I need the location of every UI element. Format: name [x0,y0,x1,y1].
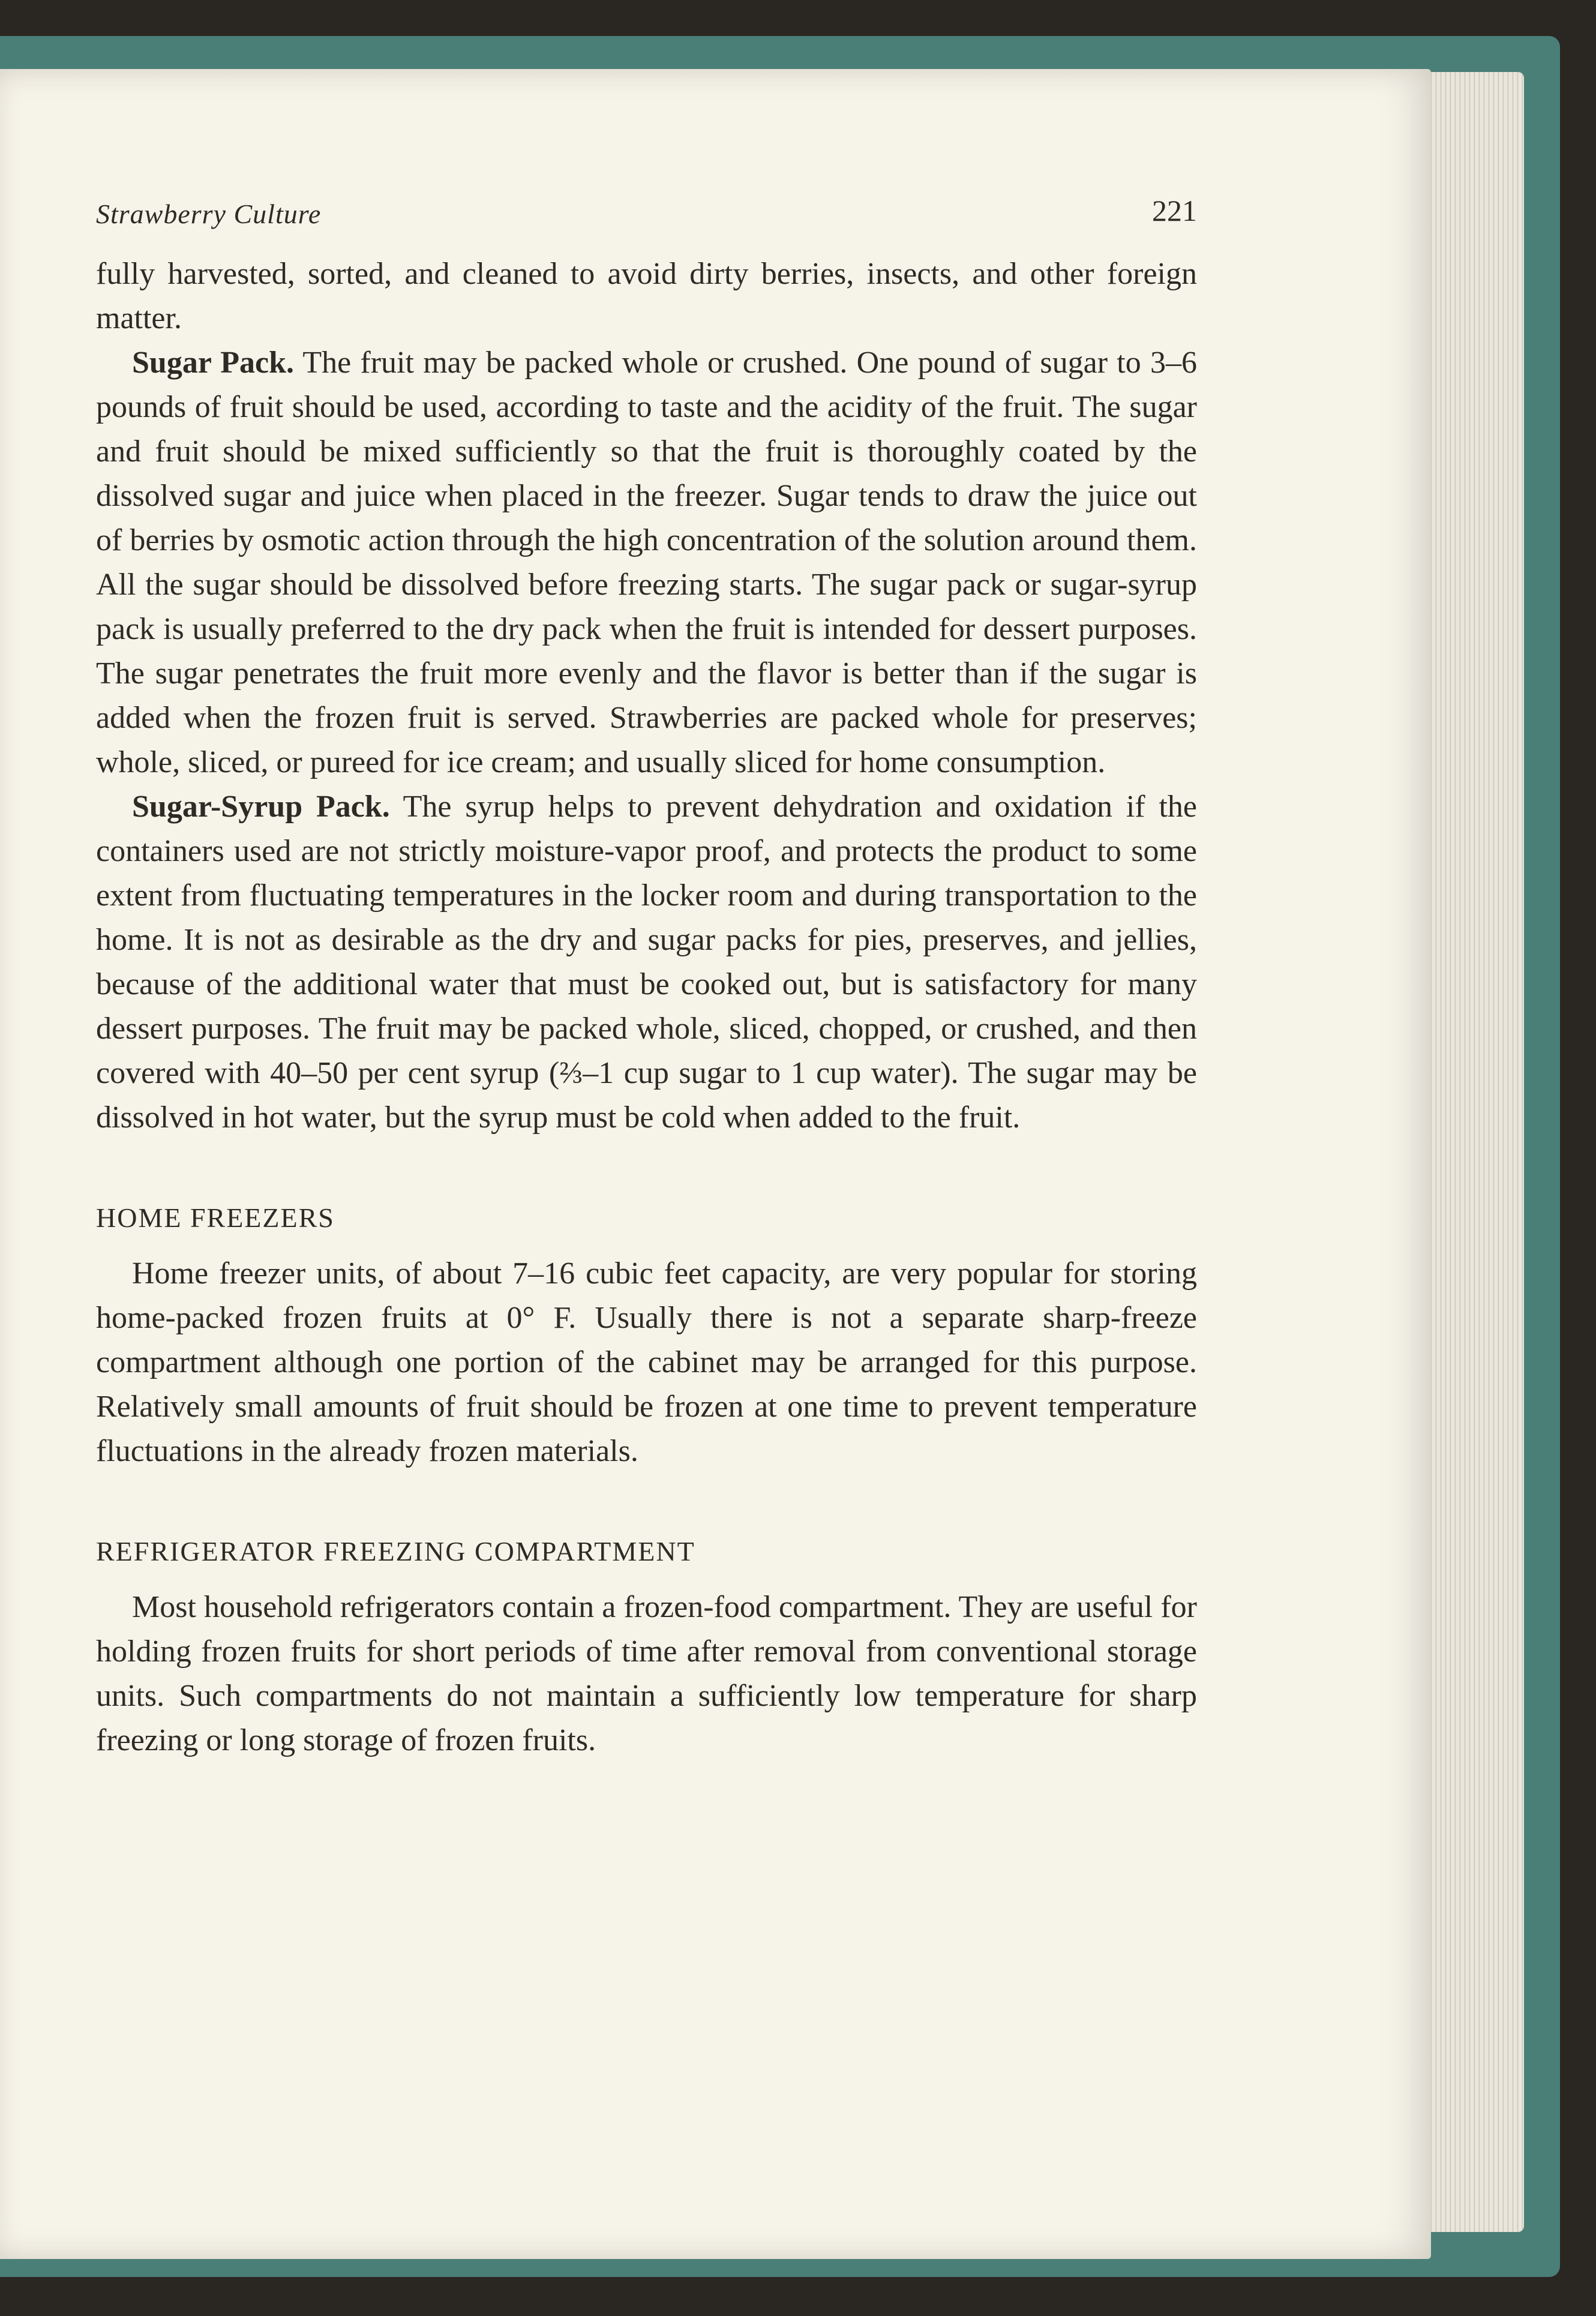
sugar-syrup-pack-text: The syrup helps to prevent dehydration and oxidation if the containers used are not strictly moisture-vapor proof, and protects the product to some extent from fluctuating temperatures in the locker room and during transportation to the home. It is not as desirable as the dry and sugar packs for pies, preserves, and jellies, because of the additional water that must be cooked out, but is satisfactory for many dessert purposes. The fruit may be packed whole, sliced, chopped, or crushed, and then covered with 40–50 per cent syrup (⅔–1 cup sugar to 1 cup water). The sugar may be dissolved in hot water, but the syrup must be cold when added to the fruit. [96,790,1197,1135]
home-freezers-paragraph: Home freezer units, of about 7–16 cubic feet capacity, are very popular for storing home-packed frozen fruits at 0° F. Usually there is not a separate sharp-freeze compartment although one portion of the cabinet may be arranged for this purpose. Relatively small amounts of fruit should be frozen at one time to prevent temperature fluctuations in the already frozen materials. [96,1256,1197,1468]
sugar-syrup-pack-paragraph [96,785,1197,1140]
refrigerator-heading: REFRIGERATOR FREEZING COMPARTMENT [96,1536,695,1567]
continuation-paragraph: fully harvested, sorted, and cleaned to avoid dirty berries, insects, and other foreign matter. [96,257,1197,335]
sugar-pack-paragraph [96,341,1197,785]
sugar-pack-label: Sugar Pack. [132,346,294,380]
sugar-pack-text: The fruit may be packed whole or crushed. One pound of sugar to 3–6 pounds of fruit should be used, according to taste and the acidity of the fruit. The sugar and fruit should be mixed sufficiently so that the fruit is thoroughly coated by the dissolved sugar and juice when placed in the freezer. Sugar tends to draw the juice out of berries by osmotic action through the high concentration of the solution around them. All the sugar should be dissolved before freezing starts. The sugar pack or sugar-syrup pack is usually preferred to the dry pack when the fruit is intended for dessert purposes. The sugar penetrates the fruit more evenly and the flavor is better than if the sugar is added when the frozen fruit is served. Strawberries are packed whole for preserves; whole, sliced, or pureed for ice cream; and usually sliced for home consumption. [96,346,1197,779]
sugar-syrup-pack-label: Sugar-Syrup Pack. [132,790,390,824]
running-head [96,194,1197,252]
running-title: Strawberry Culture [96,199,322,229]
page-number: 221 [1152,194,1197,227]
home-freezers-heading: HOME FREEZERS [96,1202,335,1233]
book-page [0,69,1431,2259]
page-content [96,194,1197,1763]
refrigerator-paragraph: Most household refrigerators contain a frozen-food compartment. They are useful for holding frozen fruits for short periods of time after removal from conventional storage units. Such compartments do not maintain a sufficiently low temperature for sharp freezing or long storage of frozen fruits. [96,1590,1197,1757]
